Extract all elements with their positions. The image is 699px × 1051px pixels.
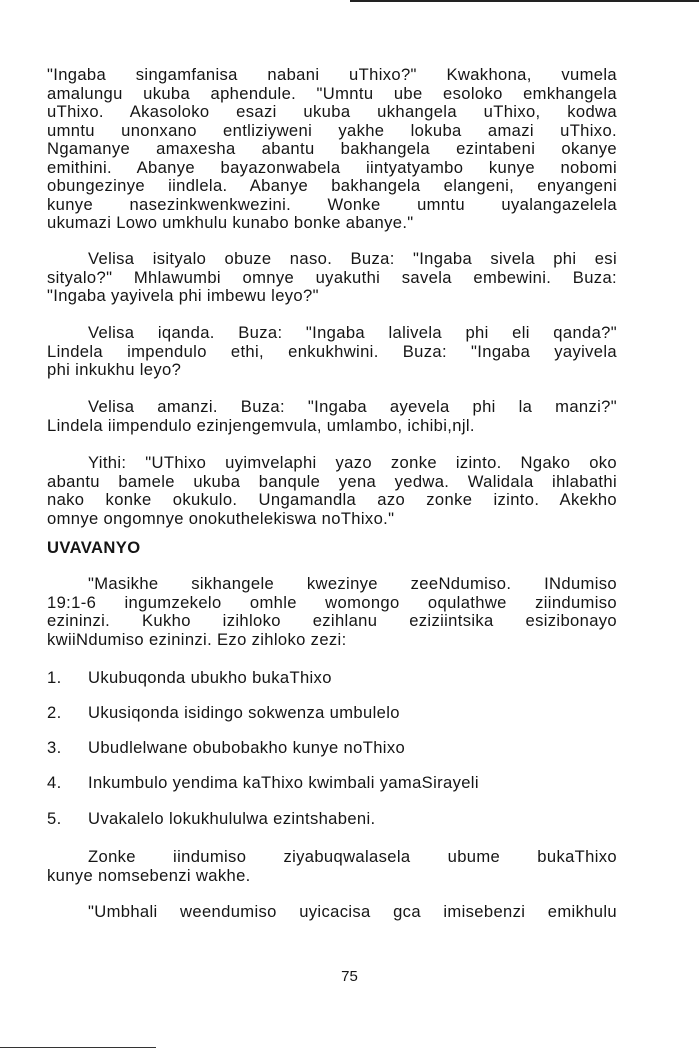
- paragraph-5: [47, 454, 617, 528]
- list-item: [47, 773, 479, 793]
- text-line: Velisa isityalo obuze naso. Buza: "Ingaba sivela phi esi: [88, 249, 617, 268]
- text-line: amalungu ukuba aphendule. "Umntu ube esoloko emkhangela: [47, 83, 617, 103]
- text-line: ukumazi Lowo umkhulu kunabo bonke abanye.": [47, 213, 414, 232]
- list-number: 4.: [47, 773, 62, 792]
- text-line: phi inkukhu leyo?: [47, 360, 182, 379]
- text-line: Velisa amanzi. Buza: "Ingaba ayevela phi la manzi?": [88, 397, 617, 416]
- bottom-rule: [0, 1047, 156, 1048]
- list-number: 5.: [47, 809, 62, 828]
- text-line: emithini. Abanye bayazonwabela iintyatyambo kunye nobomi: [47, 157, 617, 177]
- text-line: kunye nasezinkwenkwezini. Wonke umntu uyalangazelela: [47, 194, 617, 214]
- list-item: [47, 738, 405, 758]
- paragraph-2: [47, 250, 617, 306]
- paragraph-1: [47, 66, 617, 233]
- list-text: Ukusiqonda isidingo sokwenza umbulelo: [88, 703, 400, 722]
- text-line: abantu bamele ukuba banqule yena yedwa. Walidala ihlabathi: [47, 471, 617, 491]
- text-line: "Ingaba yayivela phi imbewu leyo?": [47, 286, 319, 305]
- paragraph-7: [47, 848, 617, 885]
- paragraph-3: [47, 324, 617, 380]
- text-line: "Masikhe sikhangele kwezinye zeeNdumiso. INdumiso: [88, 574, 617, 593]
- list-item: [47, 668, 332, 688]
- paragraph-4: [47, 398, 617, 435]
- text-line: "Umbhali weendumiso uyicacisa gca imisebenzi emikhulu: [88, 902, 617, 921]
- text-line: umntu unonxano entliziyweni yakhe lokuba amazi uThixo.: [47, 120, 617, 140]
- text-line: Lindela iimpendulo ezinjengemvula, umlambo, ichibi,njl.: [47, 415, 475, 435]
- text-line: kwiiNdumiso ezininzi. Ezo zihloko zezi:: [47, 629, 347, 649]
- list-number: 3.: [47, 738, 62, 757]
- list-text: Ubudlelwane obubobakho kunye noThixo: [88, 738, 406, 757]
- list-number: 1.: [47, 668, 62, 687]
- text-line: "Ingaba singamfanisa nabani uThixo?" Kwakhona, vumela: [47, 65, 617, 84]
- page-number: 75: [341, 968, 358, 985]
- text-line: Velisa iqanda. Buza: "Ingaba lalivela phi eli qanda?": [88, 323, 617, 342]
- text-line: 19:1-6 ingumzekelo omhle womongo oqulathwe ziindumiso: [47, 592, 617, 612]
- top-rule: [350, 0, 699, 2]
- text-line: Ngamanye amaxesha abantu bakhangela ezintabeni okanye: [47, 139, 617, 158]
- list-text: Uvakalelo lokukhululwa ezintshabeni.: [88, 809, 376, 828]
- list-item: [47, 809, 375, 829]
- list-text: Inkumbulo yendima kaThixo kwimbali yamaSirayeli: [88, 773, 479, 792]
- text-line: omnye ongomnye onokuthelekiswa noThixo.": [47, 508, 395, 528]
- paragraph-6: [47, 575, 617, 649]
- text-line: ezininzi. Kukho izihloko ezihlanu eziziintsika esizibonayo: [47, 611, 617, 630]
- text-line: Lindela impendulo ethi, enkukhwini. Buza: "Ingaba yayivela: [47, 341, 617, 361]
- text-line: obungezinye iindlela. Abanye bakhangela elangeni, enyangeni: [47, 176, 617, 195]
- section-heading: UVAVANYO: [47, 538, 141, 557]
- text-line: Yithi: "UThixo uyimvelaphi yazo zonke izinto. Ngako oko: [88, 453, 617, 472]
- text-line: nako konke okukulo. Ungamandla azo zonke izinto. Akekho: [47, 490, 617, 509]
- list-text: Ukubuqonda ubukho bukaThixo: [88, 668, 332, 687]
- list-number: 2.: [47, 703, 62, 722]
- text-line: kunye nomsebenzi wakhe.: [47, 865, 251, 885]
- text-line: uThixo. Akasoloko esazi ukuba ukhangela uThixo, kodwa: [47, 102, 617, 121]
- text-line: sityalo?" Mhlawumbi omnye uyakuthi savela embewini. Buza:: [47, 267, 617, 287]
- text-line: Zonke iindumiso ziyabuqwalasela ubume bukaThixo: [88, 847, 617, 866]
- list-item: [47, 703, 400, 723]
- paragraph-8: [47, 903, 617, 922]
